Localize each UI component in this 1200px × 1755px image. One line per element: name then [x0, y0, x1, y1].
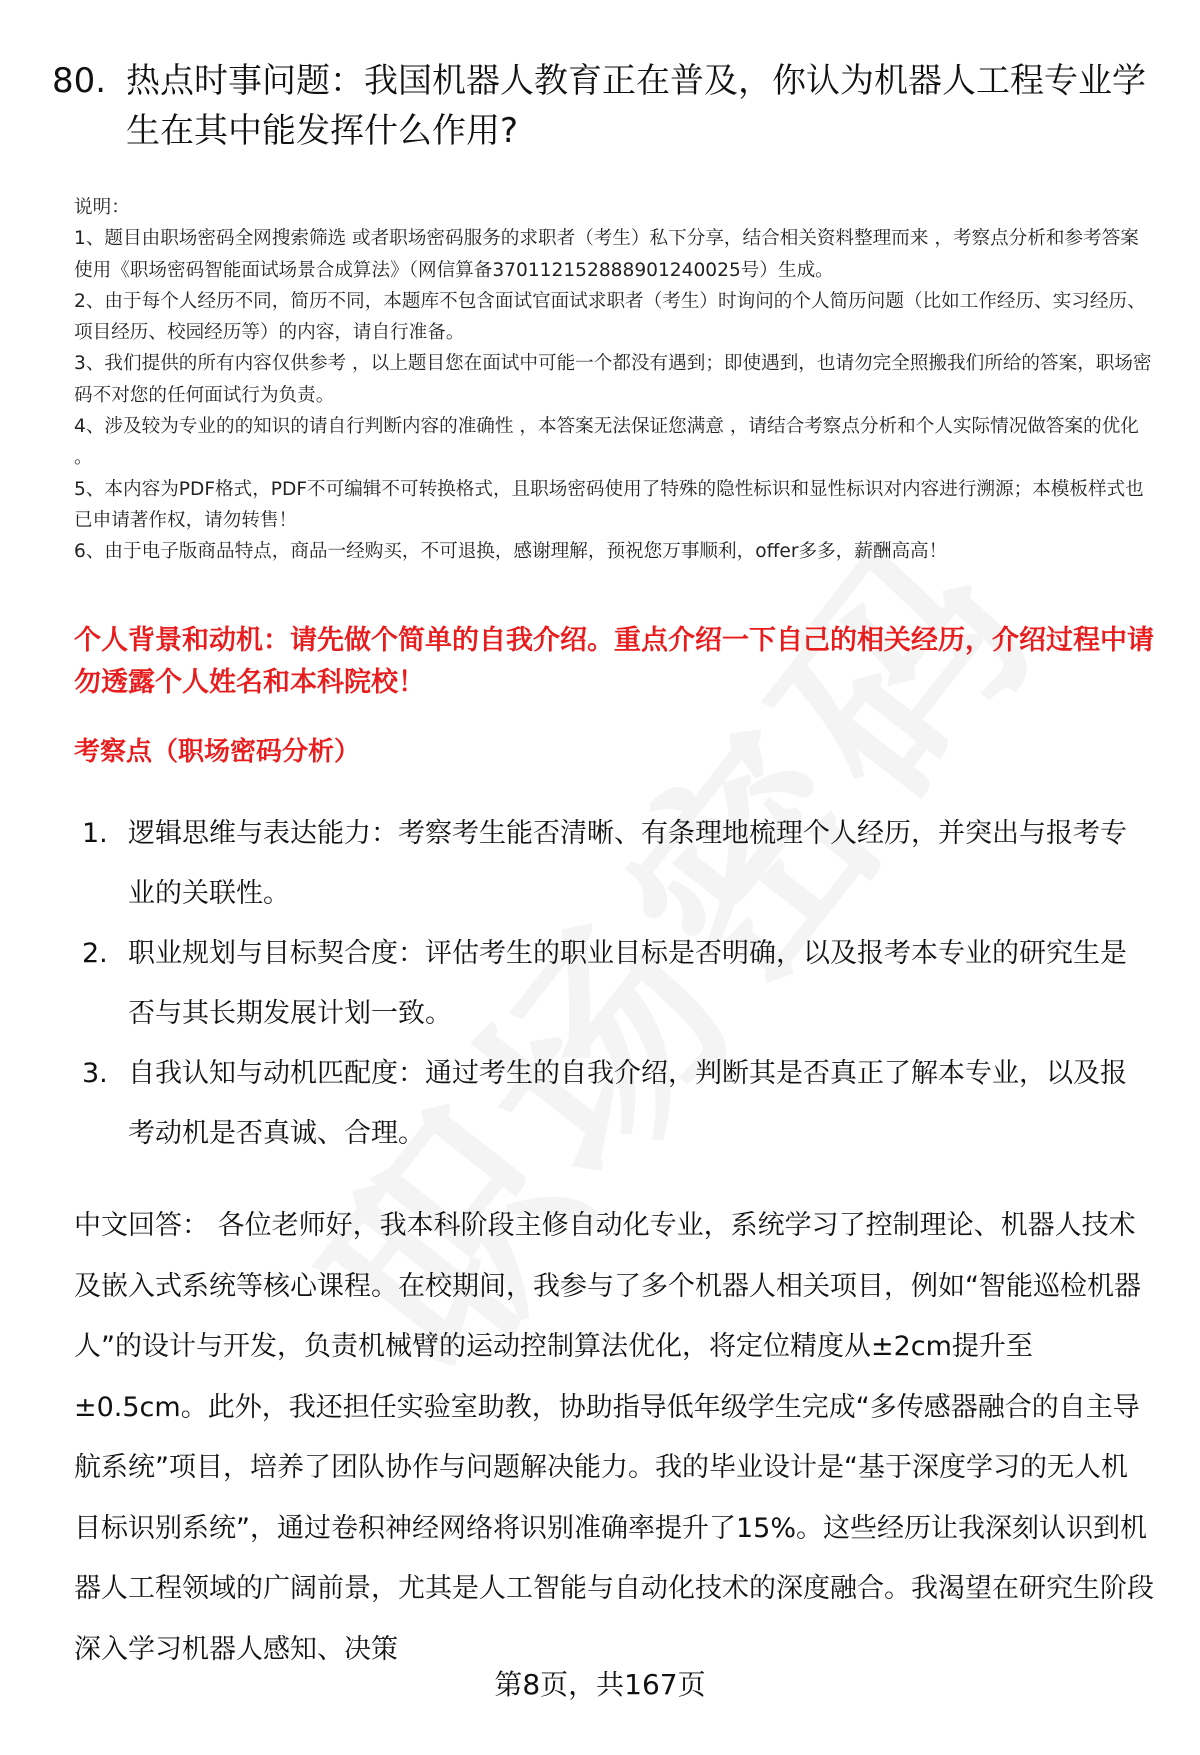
analysis-point: [82, 924, 1152, 1044]
point-text: 职业规划与目标契合度：评估考生的职业目标是否明确，以及报考本专业的研究生是否与其长期发展计划一致。: [128, 938, 1127, 1029]
note-item-5: 5、本内容为PDF格式，PDF不可编辑不可转换格式，且职场密码使用了特殊的隐性标识和显性标识对内容进行溯源；本模板样式也已申请著作权，请勿转售！: [74, 478, 1144, 531]
question-number: 80.: [52, 61, 107, 101]
analysis-points: [82, 804, 1152, 1164]
analysis-heading: 考察点（职场密码分析）: [74, 737, 361, 767]
note-item-2: 2、由于每个人经历不同，简历不同，本题库不包含面试官面试求职者（考生）时询问的个人简历问题（比如工作经历、实习经历、项目经历、校园经历等）的内容，请自行准备。: [74, 290, 1146, 344]
notes-section: [74, 192, 1152, 568]
analysis-point: [82, 1044, 1152, 1164]
note-item-3: 3、我们提供的所有内容仅供参考 ，以上题目您在面试中可能一个都没有遇到；即使遇到，也请勿完全照搬我们所给的答案，职场密码不对您的任何面试行为负责。: [74, 353, 1152, 406]
answer-text: 中文回答： 各位老师好，我本科阶段主修自动化专业，系统学习了控制理论、机器人技术及嵌入式系统等核心课程。在校期间，我参与了多个机器人相关项目，例如“智能巡检机器人”的设计与开发，负责机械臂的运动控制算法优化，将定位精度从±2cm提升至±0.5cm。此外，我还担任实验室助教，协助指导低年级学生完成“多传感器融合的自主导航系统”项目，培养了团队协作与问题解决能力。我的毕业设计是“基于深度学习的无人机目标识别系统”，通过卷积神经网络将识别准确率提升了15%。这些经历让我深刻认识到机器人工程领域的广阔前景，尤其是人工智能与自动化技术的深度融合。我渴望在研究生阶段深入学习机器人感知、决策: [74, 1210, 1154, 1665]
point-text: 逻辑思维与表达能力：考察考生能否清晰、有条理地梳理个人经历，并突出与报考专业的关联性。: [128, 818, 1127, 909]
analysis-point: [82, 804, 1152, 924]
sub-question: 个人背景和动机：请先做个简单的自我介绍。重点介绍一下自己的相关经历，介绍过程中请勿透露个人姓名和本科院校！: [74, 625, 1154, 698]
note-item-1: 1、题目由职场密码全网搜索筛选 或者职场密码服务的求职者（考生）私下分享，结合相关资料整理而来 ，考察点分析和参考答案使用《职场密码智能面试场景合成算法》（网信算备370112152888901240025号）生成。: [74, 228, 1139, 281]
note-item-4: 4、涉及较为专业的的知识的请自行判断内容的准确性 ，本答案无法保证您满意 ，请结合考察点分析和个人实际情况做答案的优化 。: [74, 416, 1139, 469]
page-footer: 第8页，共167页: [494, 1668, 706, 1701]
question-title: [52, 56, 1152, 156]
point-number: 2.: [82, 938, 108, 969]
notes-heading: 说明：: [74, 197, 130, 218]
point-number: 1.: [82, 818, 108, 849]
question-text: 热点时事问题：我国机器人教育正在普及，你认为机器人工程专业学生在其中能发挥什么作用?: [126, 61, 1146, 151]
point-number: 3.: [82, 1058, 108, 1089]
note-item-6: 6、由于电子版商品特点，商品一经购买，不可退换，感谢理解，预祝您万事顺利，offer多多，薪酬高高！: [74, 541, 948, 563]
point-text: 自我认知与动机匹配度：通过考生的自我介绍，判断其是否真正了解本专业，以及报考动机是否真诚、合理。: [128, 1058, 1127, 1149]
